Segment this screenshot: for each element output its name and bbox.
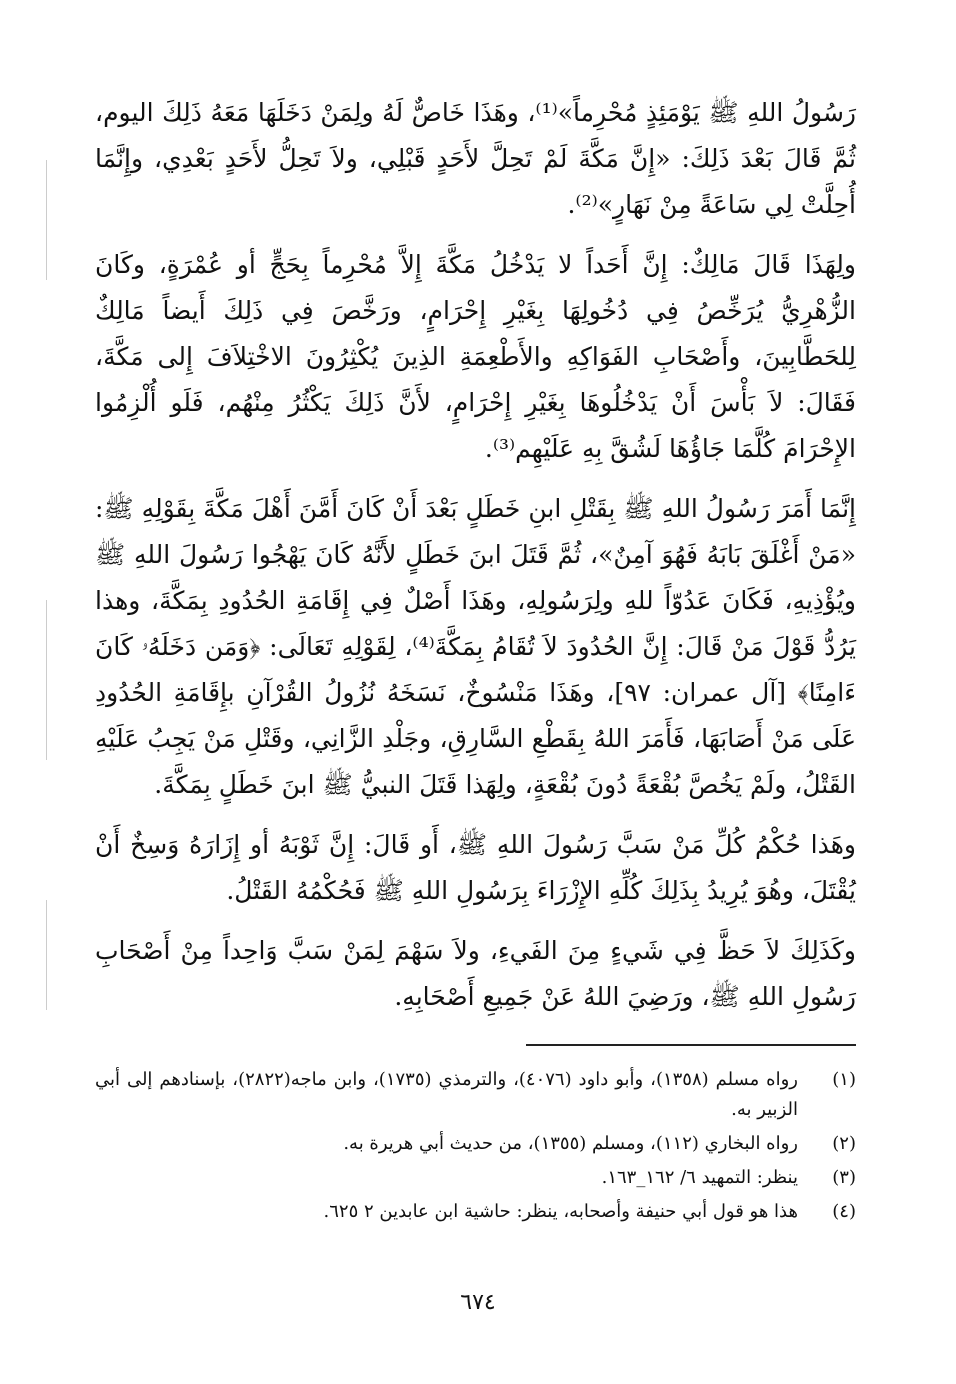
- footnote-number: (٤): [832, 1201, 856, 1222]
- scan-edge-mark: [46, 600, 47, 760]
- main-text: [95, 90, 856, 1034]
- footnote: [95, 1163, 856, 1193]
- paragraph: ولِهَذَا قَالَ مَالِكٌ: إِنَّ أَحَداً لا يَدْخُلُ مَكَّةَ إِلاَّ مُحْرِماً بِحَجٍّ أو عُمْرَةٍ، وكَانَ الزُّهْرِيُّ يُرَخِّصُ فِي دُخُولِهَا بِغَيْرِ إِحْرَامٍ، ورَخَّصَ فِي ذَلِكَ أَيضاً مَالِكٌ لِلحَطَّابِينَ، وأَصْحَابِ الفَوَاكِهِ والأَطْعِمَةِ الذِينَ يُكْثِرُونَ الاخْتِلاَفَ إِلى مَكَّةَ، فَقَالَ: لاَ بَأْسَ أَنْ يَدْخُلُوهَا بِغَيْرِ إِحْرَامٍ، لأَنَّ ذَلِكَ يَكْثُرُ مِنْهُم، فَلَو أُلْزِمُوا الإِحْرَامَ كُلَّمَا جَاؤُهَا لَشُقَّ بِهِ عَلَيْهِم⁽³⁾.: [95, 250, 856, 463]
- paragraph: إِنَّمَا أَمَرَ رَسُولُ اللهِ ﷺ بِقَتْلِ ابنِ خَطَلٍ بَعْدَ أَنْ كَانَ أَمَّنَ أَهْلَ مَكَّةَ بِقَوْلِهِ ﷺ: «مَنْ أَغْلَقَ بَابَهُ فَهُوَ آمِنٌ»، ثُمَّ قَتَلَ ابنَ خَطَلٍ لأَنَّهُ كَانَ يَهْجُوا رَسُولَ اللهِ ﷺ ويُؤْذِيهِ، فَكَانَ عَدُوّاً للهِ ولِرَسُولِهِ، وهَذَا أَصْلٌ فِي إِقَامَةِ الحُدُودِ بِمَكَّةَ، وهذا يَرُدُّ قَوْلَ مَنْ قَالَ: إِنَّ الحُدُودَ لاَ تُقَامُ بِمَكَّةَ⁽⁴⁾، لِقَوْلِهِ تَعَالَى: ﴿وَمَن دَخَلَهُۥ كَانَ ءَامِنًا﴾ [آل عمران: ٩٧]، وهَذَا مَنْسُوخٌ، نَسَخَهُ نُزُولُ القُرْآنِ بإِقَامَةِ الحُدُودِ عَلَى مَنْ أَصَابَهَا، فَأَمَرَ اللهُ بِقَطْعِ السَّارِقِ، وجَلْدِ الزَّانِي، وقَتْلِ مَنْ يَجِبُ عَلَيْهِ القَتْلُ، ولَمْ يَخُصَّ بُقْعَةً دُونَ بُقْعَةٍ، ولِهَذا قَتَلَ النبيُّ ﷺ ابنَ خَطَلٍ بِمَكَّةَ.: [95, 494, 857, 799]
- footnote-text: رواه مسلم (١٣٥٨)، وأبو داود (٤٠٧٦)، والترمذي (١٧٣٥)، وابن ماجه(٢٨٢٢)، بإسنادهم إلى أبي الزبير به.: [95, 1069, 798, 1120]
- footnote: [95, 1129, 856, 1159]
- footnote-number: (١): [832, 1069, 856, 1090]
- footnote: [95, 1065, 856, 1125]
- footnotes: [95, 1065, 856, 1231]
- paragraph: رَسُولُ اللهِ ﷺ يَوْمَئِذٍ مُحْرِماً»⁽¹⁾، وهَذَا خَاصٌّ لَهُ ولِمَنْ دَخَلَهَا مَعَهُ ذَلِكَ اليوم، ثُمَّ قَالَ بَعْدَ ذَلِكَ: «إِنَّ مَكَّةَ لَمْ تَحِلَّ لأَحَدٍ قَبْلِي، ولاَ تَحِلُّ لأَحَدٍ بَعْدِي، وإِنَّمَا أُحِلَّتْ لِي سَاعَةً مِنْ نَهَارٍ»⁽²⁾.: [95, 98, 856, 219]
- footnote-number: (٢): [832, 1133, 856, 1154]
- footnote-divider: [526, 1044, 856, 1046]
- footnote: [95, 1197, 856, 1227]
- scan-edge-mark: [46, 160, 47, 280]
- footnote-text: رواه البخاري (١١٢)، ومسلم (١٣٥٥)، من حديث أبي هريرة به.: [343, 1133, 798, 1154]
- paragraph: وكَذَلِكَ لاَ حَظَّ فِي شَيءٍ مِنَ الفَيءِ، ولاَ سَهْمَ لِمَنْ سَبَّ وَاحِداً مِنْ أَصْحَابِ رَسُولِ اللهِ ﷺ، ورَضِيَ اللهُ عَنْ جَمِيعِ أَصْحَابِهِ.: [95, 936, 856, 1011]
- footnote-text: هذا هو قول أبي حنيفة وأصحابه، ينظر: حاشية ابن عابدين ٢ ٦٢٥.: [323, 1201, 798, 1222]
- scan-edge-mark: [46, 900, 47, 1010]
- footnote-number: (٣): [832, 1167, 856, 1188]
- paragraph: وهَذا حُكْمُ كُلِّ مَنْ سَبَّ رَسُولَ اللهِ ﷺ، أَو قَالَ: إِنَّ ثَوْبَهُ أو إِزَارَهُ وَسِخٌ أَنْ يُقْتَلَ، وهُوَ يُرِيدُ بِذَلِكَ كُلِّهِ الإِزْرَاءَ بِرَسُولِ اللهِ ﷺ فَحُكْمُهُ القَتْلُ.: [95, 830, 856, 905]
- page-number: ٦٧٤: [460, 1290, 496, 1315]
- footnote-text: ينظر: التمهيد ٦/ ١٦٢_١٦٣.: [601, 1167, 798, 1188]
